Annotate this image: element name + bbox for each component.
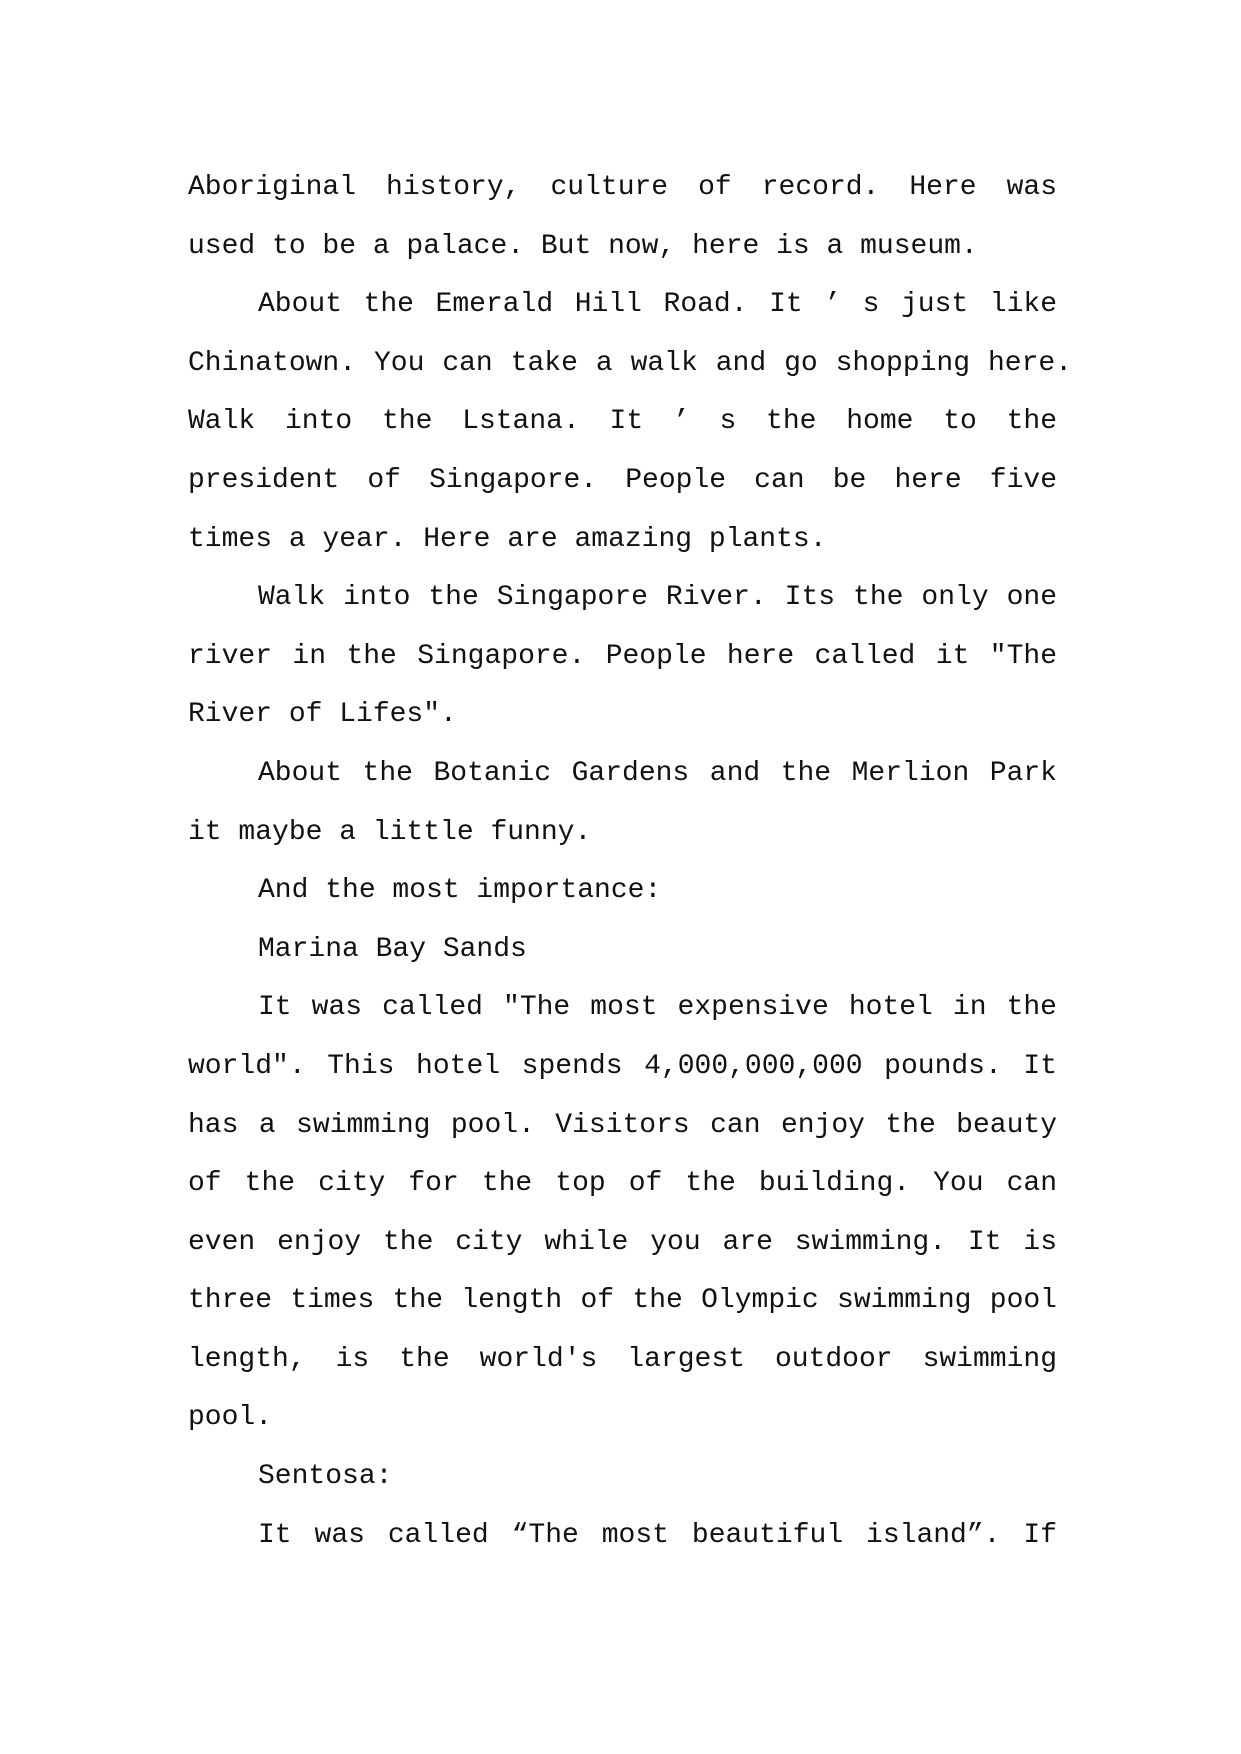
text-line: Chinatown. You can take a walk and go shopping here.: [188, 347, 1072, 379]
text-line: Walk into the Singapore River. Its the only one: [258, 582, 1057, 614]
text-line: And the most importance:: [258, 875, 662, 907]
text-line: times a year. Here are amazing plants.: [188, 523, 827, 555]
text-line: used to be a palace. But now, here is a museum.: [188, 230, 978, 262]
text-line: even enjoy the city while you are swimming. It is: [188, 1226, 1057, 1258]
text-line: About the Botanic Gardens and the Merlion Park: [258, 757, 1057, 789]
text-line: Marina Bay Sands: [258, 933, 527, 965]
text-line: of the city for the top of the building. You can: [188, 1168, 1057, 1200]
text-line: president of Singapore. People can be here five: [188, 464, 1057, 496]
text-line: pool.: [188, 1402, 273, 1434]
text-line: It was called “The most beautiful island”. If: [258, 1519, 1057, 1551]
document-body: [188, 159, 1072, 1565]
text-line: Walk into the Lstana. It ’ s the home to the: [188, 406, 1057, 438]
text-line: length, is the world's largest outdoor swimming: [188, 1343, 1057, 1375]
text-line: It was called "The most expensive hotel in the: [258, 992, 1057, 1024]
text-line: About the Emerald Hill Road. It ’ s just like: [258, 289, 1057, 321]
text-line: has a swimming pool. Visitors can enjoy the beauty: [188, 1109, 1057, 1141]
text-line: Aboriginal history, culture of record. Here was: [188, 172, 1057, 203]
text-line: it maybe a little funny.: [188, 816, 592, 848]
text-line: Sentosa:: [258, 1461, 393, 1493]
text-line: world". This hotel spends 4,000,000,000 pounds. It: [188, 1050, 1057, 1082]
text-line: river in the Singapore. People here called it "The: [188, 640, 1057, 672]
text-line: three times the length of the Olympic swimming pool: [188, 1285, 1057, 1317]
text-line: River of Lifes".: [188, 699, 457, 731]
